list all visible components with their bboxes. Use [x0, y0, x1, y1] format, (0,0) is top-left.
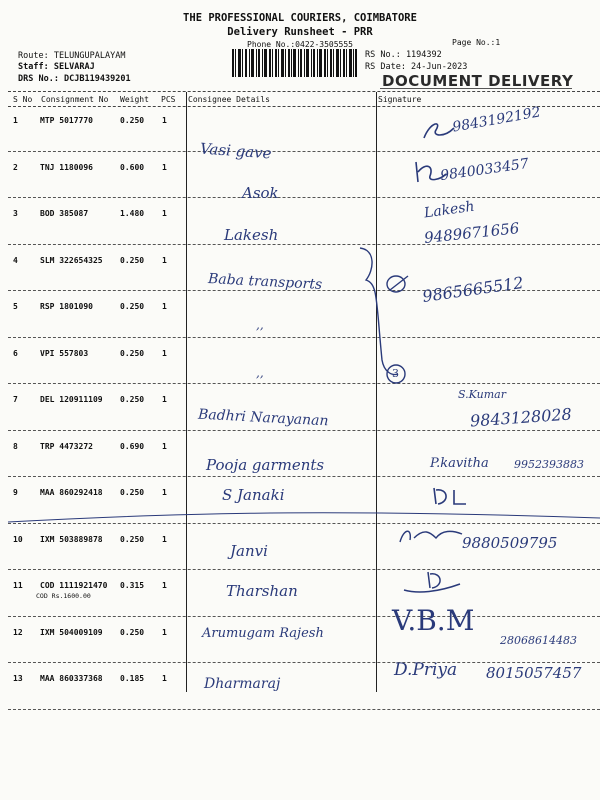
row-weight: 0.600 [120, 162, 145, 172]
phone-number: Phone No.:0422-3505555 [247, 40, 353, 49]
row-pcs: 1 [162, 302, 167, 311]
row-sno: 2 [13, 162, 18, 172]
row-pcs: 1 [162, 348, 167, 358]
row-divider [8, 476, 600, 477]
row-sno: 3 [13, 209, 18, 218]
r3-consignee-name: Lakesh [224, 226, 279, 244]
row-pcs: 1 [162, 209, 167, 218]
row-sno: 11 [13, 581, 23, 590]
r12-consignee-name: Arumugam Rajesh [202, 626, 324, 641]
row-weight: 0.690 [120, 441, 145, 451]
row-consignment-no: TNJ 1180096 [40, 162, 93, 172]
r3-signature: Lakesh [423, 198, 476, 222]
row-divider [8, 569, 600, 570]
row-pcs: 1 [162, 674, 167, 683]
row-consignment-no: IXM 503889878 [40, 534, 103, 544]
row-consignment-no: IXM 504009109 [40, 627, 103, 637]
row-divider [8, 337, 600, 338]
row-consignment-no: BOD 385087 [40, 209, 89, 218]
r13-signature: D.Priya [394, 660, 458, 680]
signature-column-line [376, 92, 377, 692]
r3-phone: 9489671656 [423, 219, 521, 247]
row-weight: 1.480 [120, 209, 145, 218]
row-divider [8, 383, 600, 384]
r13-consignee-name: Dharmaraj [204, 676, 281, 692]
row-consignment-no: MAA 860337368 [40, 674, 103, 683]
col-consignment: Consignment No [41, 95, 109, 104]
row-divider [8, 662, 600, 663]
row-sno: 8 [13, 441, 18, 451]
row-weight: 0.250 [120, 116, 145, 125]
row-weight: 0.185 [120, 674, 145, 683]
consignee-column-line [186, 92, 187, 692]
row-pcs: 1 [162, 441, 167, 451]
row-divider [8, 244, 600, 245]
row-consignment-no: COD 1111921470 [40, 581, 108, 590]
row-consignment-no: SLM 322654325 [40, 255, 103, 265]
row-weight: 0.250 [120, 488, 145, 497]
r1-phone: 9843192192 [451, 104, 542, 136]
col-sno: S No [13, 95, 33, 104]
company-title: THE PROFESSIONAL COURIERS, COIMBATORE [183, 12, 417, 24]
r2-phone: 9840033457 [439, 155, 530, 185]
row-divider [8, 151, 600, 152]
rs-date: RS Date: 24-Jun-2023 [365, 62, 468, 72]
r8-phone: 9952393883 [514, 458, 584, 471]
row-sno: 5 [13, 302, 18, 311]
r7-phone: 9843128028 [469, 404, 573, 431]
r8-consignee-name: Pooja garments [206, 456, 325, 474]
row-pcs: 1 [162, 116, 167, 125]
r11-consignee-name: Tharshan [226, 582, 298, 600]
col-consignee: Consignee Details [188, 95, 270, 104]
row-weight: 0.250 [120, 534, 145, 544]
route: Route: TELUNGUPALAYAM [18, 51, 126, 61]
row-pcs: 1 [162, 395, 167, 404]
document-delivery-stamp: DOCUMENT DELIVERY [382, 72, 574, 90]
row-divider [8, 197, 600, 198]
row-sno: 13 [13, 674, 23, 683]
row-weight: 0.250 [120, 395, 145, 404]
r5-phone: 9865665512 [421, 273, 525, 306]
r6-consignee-name: ,, [256, 366, 264, 380]
drs-number: DRS No.: DCJB119439201 [18, 74, 131, 84]
row-consignment-no: RSP 1801090 [40, 302, 93, 311]
r1-consignee-name: Vasi gave [199, 139, 273, 163]
row-weight: 0.315 [120, 581, 145, 590]
row-pcs: 1 [162, 627, 167, 637]
r2-consignee-name: Asok [242, 184, 279, 202]
row-sno: 10 [13, 534, 23, 544]
row-divider [8, 430, 600, 431]
row-weight: 0.250 [120, 302, 145, 311]
rs-number: RS No.: 1194392 [365, 50, 442, 60]
row-weight: 0.250 [120, 255, 145, 265]
row-sno: 9 [13, 488, 18, 497]
row-weight: 0.250 [120, 627, 145, 637]
row-pcs: 1 [162, 255, 167, 265]
row-sno: 1 [13, 116, 18, 125]
ink-stroke [8, 500, 600, 530]
row-consignment-no: MAA 860292418 [40, 488, 103, 497]
row-sno: 6 [13, 348, 18, 358]
row-cod-amount: COD Rs.1600.00 [36, 592, 91, 600]
runsheet-subtitle: Delivery Runsheet - PRR [227, 26, 373, 38]
row-sno: 12 [13, 627, 23, 637]
r4-consignee-name: Baba transports [207, 271, 323, 293]
row-sno: 7 [13, 395, 18, 404]
row-pcs: 1 [162, 488, 167, 497]
r12-phone: 28068614483 [500, 634, 577, 647]
barcode-icon [232, 49, 357, 77]
row-pcs: 1 [162, 162, 167, 172]
row-consignment-no: DEL 120911109 [40, 395, 103, 404]
col-pcs: PCS [161, 95, 176, 104]
r8-signature: P.kavitha [430, 456, 489, 471]
r6-count: 3 [392, 367, 399, 380]
row-consignment-no: MTP 5017770 [40, 116, 93, 125]
r7-consignee-name: Badhri Narayanan [197, 406, 329, 430]
row-weight: 0.250 [120, 348, 145, 358]
page-number: Page No.:1 [452, 38, 501, 47]
table-top-border [8, 91, 600, 92]
row-divider [8, 709, 600, 710]
stamp-underline [380, 88, 572, 89]
r9-consignee-name: S Janaki [222, 486, 285, 504]
row-sno: 4 [13, 255, 18, 265]
r10-consignee-name: Janvi [230, 542, 268, 560]
row-consignment-no: VPI 557803 [40, 348, 89, 358]
header-bottom-border [8, 106, 600, 107]
col-weight: Weight [120, 95, 149, 104]
r13-phone: 8015057457 [486, 664, 582, 682]
r7-signature: S.Kumar [458, 388, 506, 401]
r10-phone: 9880509795 [462, 534, 558, 552]
row-pcs: 1 [162, 581, 167, 590]
row-consignment-no: TRP 4473272 [40, 441, 93, 451]
r5-consignee-name: ,, [256, 318, 264, 332]
staff: Staff: SELVARAJ [18, 62, 95, 72]
r11-signature [398, 566, 468, 598]
col-signature: Signature [378, 95, 422, 104]
row-pcs: 1 [162, 534, 167, 544]
r12-signature: V.B.M [392, 604, 475, 637]
row-divider [8, 616, 600, 617]
